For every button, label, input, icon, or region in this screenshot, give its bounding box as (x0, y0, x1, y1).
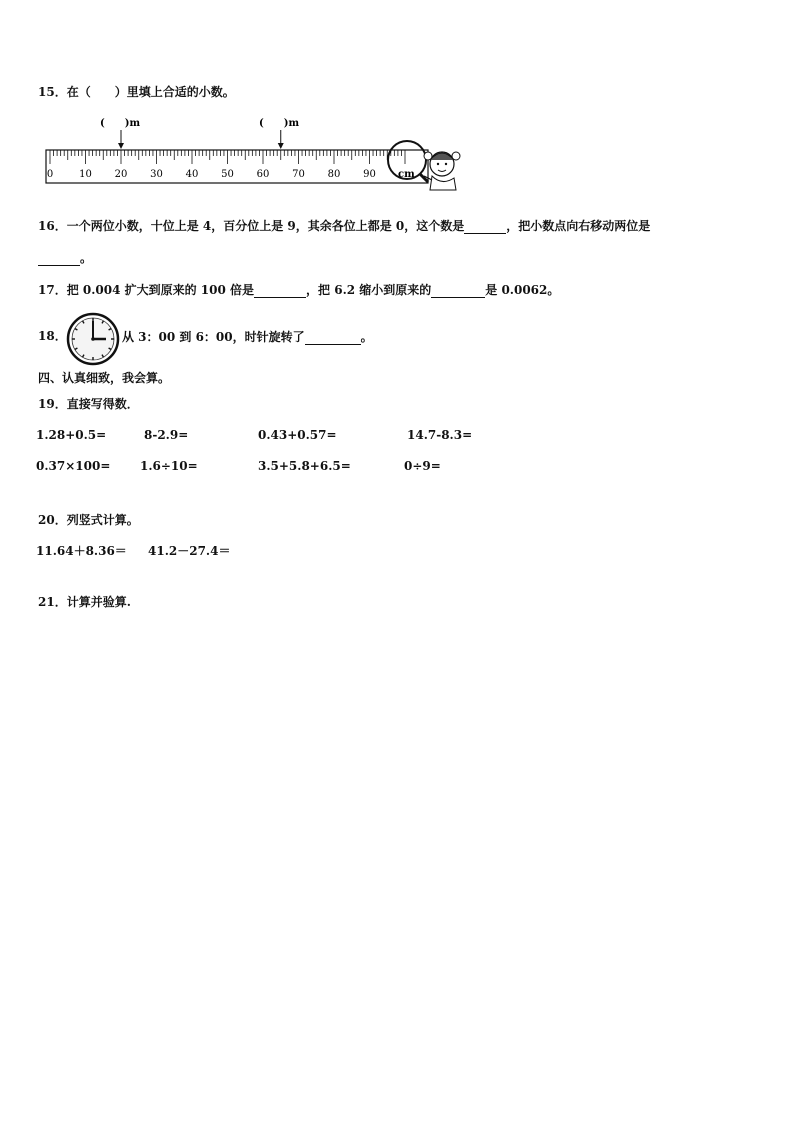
q19-r1-c1: 1.28+0.5= (36, 428, 107, 442)
ruler-tick-label: 0 (46, 169, 54, 180)
ruler-bracket-left: ( )m (100, 118, 141, 129)
ruler-tick-label: 40 (185, 169, 199, 180)
q19-r1-c4: 14.7-8.3= (407, 428, 473, 442)
ruler-tick-label: 70 (292, 169, 305, 180)
ruler-arrows (118, 130, 284, 149)
q16-text: 16．一个两位小数，十位上是 4，百分位上是 9，其余各位上都是 0，这个数是 (38, 219, 465, 233)
q16-blank-2[interactable] (38, 253, 80, 266)
q19-r2-c1: 0.37×100= (36, 459, 111, 473)
ruler-tick-label: 30 (150, 169, 163, 180)
ruler-figure (40, 112, 480, 192)
ruler-tick-label: 90 (363, 169, 376, 180)
q18-line (122, 328, 373, 345)
q15-number: 15． (38, 85, 67, 99)
q16-line2 (38, 250, 92, 266)
q15-text: 在（ ）里填上合适的小数。 (66, 85, 235, 99)
ruler-svg (40, 112, 480, 192)
q18-text: 从 3：00 到 6：00，时针旋转了 (122, 330, 305, 344)
q18-number: 18． (38, 329, 67, 343)
q19-r2-c3: 3.5+5.8+6.5= (258, 459, 351, 473)
ruler-bracket-right: ( )m (259, 118, 300, 129)
q19-r2-c4: 0÷9= (404, 459, 441, 473)
q17-part1: 17．把 0.004 扩大到原来的 100 倍是 (38, 283, 255, 297)
q18-tail: 。 (360, 330, 373, 344)
section4-title: 四、认真细致，我会算。 (38, 371, 171, 385)
q17-blank-1[interactable] (254, 285, 306, 298)
ruler-tick-label: 10 (79, 169, 92, 180)
q17-part2: ，把 6.2 缩小到原来的 (306, 283, 432, 297)
q17-part3: 是 0.0062。 (485, 283, 560, 297)
q21-title: 21．计算并验算. (38, 595, 131, 609)
q19-r2-c2: 1.6÷10= (140, 459, 198, 473)
ruler-arrowhead (118, 143, 124, 149)
q16-blank-1[interactable] (464, 221, 506, 234)
q16-line2-tail: 。 (80, 251, 93, 265)
ruler-tick-label: 80 (327, 169, 341, 180)
q20-item-2: 41.2－27.4＝ (148, 544, 231, 558)
ruler-tick-label: 60 (256, 169, 270, 180)
ruler-tick-label: 20 (114, 169, 128, 180)
ruler-unit: cm (398, 169, 415, 180)
q20-item-1: 11.64＋8.36＝ (36, 544, 127, 558)
girl-illustration-icon (424, 152, 460, 190)
q16-line1 (38, 218, 650, 234)
q20-title: 20．列竖式计算。 (38, 513, 139, 527)
q17-blank-2[interactable] (431, 285, 485, 298)
q19-r1-c3: 0.43+0.57= (258, 428, 337, 442)
ruler-arrowhead (278, 143, 284, 149)
q19-r1-c2: 8-2.9= (144, 428, 189, 442)
q18-blank[interactable] (305, 332, 361, 345)
q19-title: 19．直接写得数． (38, 397, 139, 411)
q16-text-tail: ，把小数点向右移动两位是 (506, 219, 651, 233)
ruler-tick-label: 50 (221, 169, 234, 180)
q17-line (38, 282, 559, 298)
clock-icon (66, 312, 120, 366)
q15-line (38, 84, 235, 100)
clock-figure (66, 312, 120, 366)
